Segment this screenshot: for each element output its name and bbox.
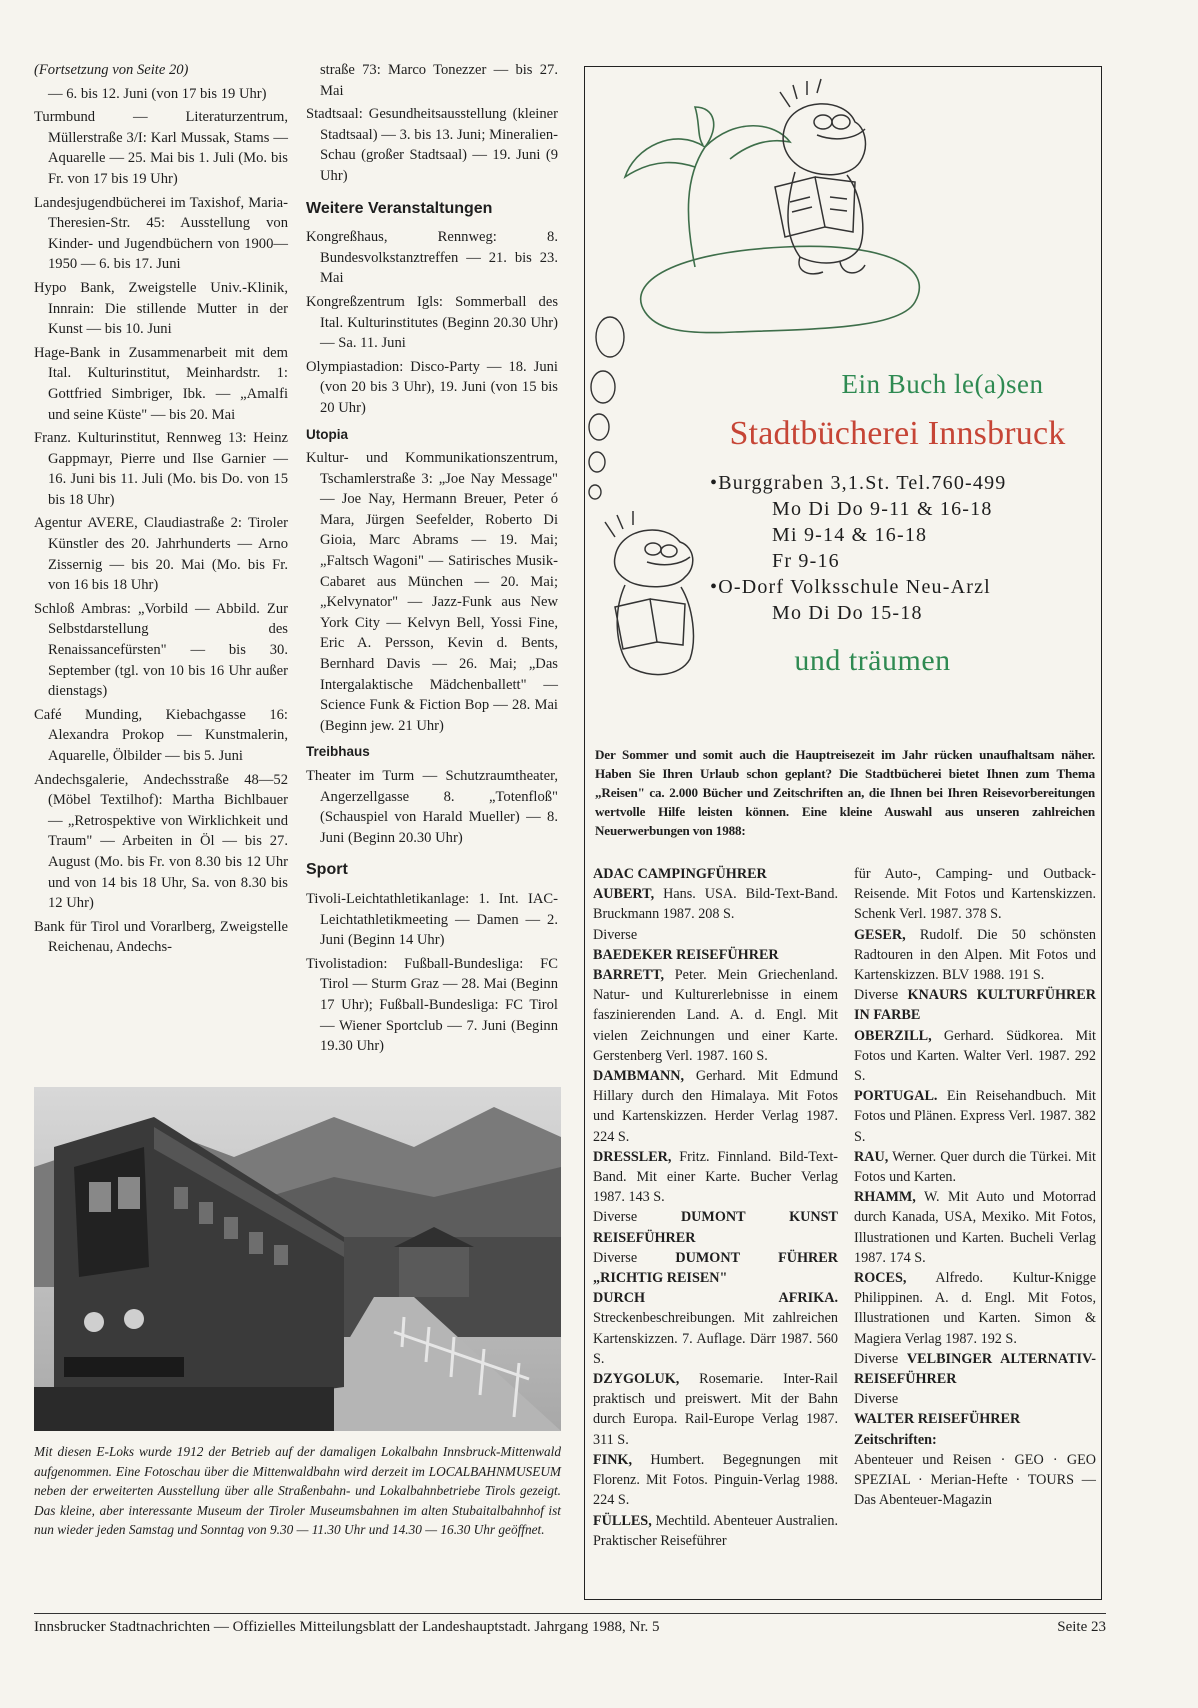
address-line: •Burggraben 3,1.St. Tel.760-499 [710, 472, 1007, 494]
event-entry: Hypo Bank, Zweigstelle Univ.-Klinik, Innrain: Die stillende Mutter in der Kunst — bis 10. Juni [34, 279, 288, 338]
section-heading-weitere: Weitere Veranstaltungen [306, 199, 493, 217]
ad-intro-text: Der Sommer und somit auch die Hauptreisezeit im Jahr rücken unaufhaltsam näher. Haben Sie Ihren Urlaub schon geplant? Die Stadtbücherei bietet Ihnen zum Thema „Reisen" ca. 2.000 Bücher und Zeitschriften an, die Ihnen bei Ihren Reisevorbereitungen wertvolle Hilfe leisten können. Eine kleine Auswahl aus unseren zahlreichen Neuerwerbungen von 1988: [595, 747, 1095, 838]
hours-line: Fr 9-16 [772, 550, 840, 572]
event-entry: straße 73: Marco Tonezzer — bis 27. Mai [320, 62, 558, 99]
book-list-right [854, 864, 1096, 1511]
book-entry: für Auto-, Camping- und Outback-Reisende. Mit Fotos und Kartenskizzen. Schenk Verl. 1987. 378 S. [854, 866, 1096, 923]
event-entry: — 6. bis 12. Juni (von 17 bis 19 Uhr) [48, 85, 267, 102]
subheading-treibhaus: Treibhaus [306, 744, 370, 760]
address-line: •O-Dorf Volksschule Neu-Arzl [710, 576, 991, 598]
event-entry: Theater im Turm — Schutzraumtheater, Angerzellgasse 8. „Totenfloß" (Schauspiel von Harald Mueller) — 8. Juni (Beginn 20.30 Uhr) [306, 768, 558, 846]
continued-note: (Fortsetzung von Seite 20) [34, 62, 189, 78]
event-entry: Stadtsaal: Gesundheitsausstellung (kleiner Stadtsaal) — 3. bis 13. Juni; Mineralien-Schau (großer Stadtsaal) — 19. Juni (9 Uhr) [306, 106, 558, 184]
events-column-1 [34, 60, 288, 961]
footer-divider [34, 1613, 1106, 1614]
event-entry: Kultur- und Kommunikationszentrum, Tschamlerstraße 3: „Joe Nay Message" — Joe Nay, Hermann Breuer, Peter ó Mara, Jürgen Seefelder, Roberto Di Gioia, Marc Abrams — 19. Mai; „Faltsch Wagoni" — Satirisches Musik-Cabaret aus München — 20. Mai; „Kelvynator" — Jazz-Funk aus New York City — Kelvyn Bell, Yossi Fine, Eric A. Persson, Kevin d. Bents, Bernhard Davis — 26. Mai; „Das Intergalaktische Mädchenballett" — Science Funk & Fiction Bop — 28. Mai (Beginn jew. 21 Uhr) [306, 450, 558, 734]
event-entry: Olympiastadion: Disco-Party — 18. Juni (von 20 bis 3 Uhr), 19. Juni (von 15 bis 20 Uhr) [306, 358, 558, 416]
book-entry: Diverse DUMONT KUNST REISEFÜHRER [593, 1209, 838, 1246]
event-entry: Kongreßhaus, Rennweg: 8. Bundesvolkstanztreffen — 21. bis 23. Mai [306, 229, 558, 287]
section-heading-sport: Sport [306, 861, 348, 879]
event-entry: Hage-Bank in Zusammenarbeit mit dem Ital. Kulturinstitut, Meinhardstr. 1: Gottfried Simbriger, Ibk. — „Amalfi und seine Küste" — bis 20. Mai [34, 344, 288, 423]
event-entry: Agentur AVERE, Claudiastraße 2: Tiroler Künstler des 20. Jahrhunderts — Arno Zissernig — bis 20. Mai (Mo. bis Fr. von 16 bis 18 Uhr) [34, 515, 288, 594]
page-number: Seite 23 [1057, 1619, 1106, 1635]
book-entry: FINK, Humbert. Begegnungen mit Florenz. Mit Fotos. Pinguin-Verlag 1988. 224 S. [593, 1451, 838, 1509]
book-entry: RAU, Werner. Quer durch die Türkei. Mit Fotos und Karten. [854, 1148, 1096, 1186]
book-entry: PORTUGAL. Ein Reisehandbuch. Mit Fotos und Plänen. Express Verl. 1987. 382 S. [854, 1088, 1096, 1145]
event-entry: Turmbund — Literaturzentrum, Müllerstraße 3/I: Karl Mussak, Stams — Aquarelle — 25. Mai bis 1. Juli (Mo. bis Fr. von 17 bis 19 Uhr) [34, 109, 288, 187]
hours-line: Mo Di Do 9-11 & 16-18 [772, 498, 993, 520]
hours-line: Mi 9-14 & 16-18 [772, 524, 928, 546]
book-entry: Diverse [593, 926, 638, 943]
book-entry: Diverse KNAURS KULTURFÜHRER IN FARBE [854, 987, 1096, 1024]
event-entry: Café Munding, Kiebachgasse 16: Alexandra Prokop — Kunstmalerin, Aquarelle, Ölbilder — bis 5. Juni [34, 706, 288, 764]
book-entry: DURCH AFRIKA. Streckenbeschreibungen. Mit zahlreichen Kartenskizzen. 7. Auflage. Därr 1987. 560 S. [593, 1290, 838, 1367]
subheading-utopia: Utopia [306, 426, 348, 442]
book-entry: DRESSLER, Fritz. Finnland. Bild-Text-Band. Mit einer Karte. Bucher Verlag 1987. 143 S. [593, 1148, 838, 1206]
train-photo-illustration [34, 1087, 561, 1431]
event-entry: Tivoli-Leichtathletikanlage: 1. Int. IAC-Leichtathletikmeeting — Damen — 2. Juni (Beginn 14 Uhr) [306, 890, 558, 949]
events-column-2 [306, 60, 558, 1060]
book-entry: FÜLLES, Mechtild. Abenteuer Australien. Praktischer Reiseführer [593, 1512, 838, 1549]
event-entry: Bank für Tirol und Vorarlberg, Zweigstelle Reichenau, Andechs- [34, 918, 288, 956]
book-entry: Diverse DUMONT FÜHRER „RICHTIG REISEN" [593, 1249, 838, 1287]
event-entry: Andechsgalerie, Andechsstraße 48—52 (Möbel Textilhof): Martha Bichlbauer — „Retrospektive von Wirklichkeit und Traum" — Arbeiten in Öl — bis 27. August (Mo. bis Fr. von 8.30 bis 12 Uhr und von 14 bis 18 Uhr, Sa. von 8.30 bis 12 Uhr) [34, 771, 288, 912]
book-entry: OBERZILL, Gerhard. Südkorea. Mit Fotos und Karten. Walter Verl. 1987. 292 S. [854, 1027, 1096, 1085]
ad-slogan-bottom: und träumen [794, 644, 951, 677]
event-entry: Franz. Kulturinstitut, Rennweg 13: Heinz Gappmayr, Pierre und Ilse Garnier — 16. Juni bis 11. Juli (Mo. bis Do. von 15 bis 18 Uhr) [34, 430, 288, 508]
book-list-left [593, 864, 838, 1551]
publication-line: Innsbrucker Stadtnachrichten — Offizielles Mitteilungsblatt der Landeshauptstadt. Jahrgang 1988, Nr. 5 [34, 1619, 660, 1635]
event-entry: Tivolistadion: Fußball-Bundesliga: FC Tirol — Sturm Graz — 28. Mai (Beginn 17 Uhr); Fußball-Bundesliga: FC Tirol — Wiener Sportclub — 7. Juni (Beginn 19.30 Uhr) [306, 955, 558, 1055]
book-entry: AUBERT, Hans. USA. Bild-Text-Band. Bruckmann 1987. 208 S. [593, 886, 838, 923]
book-entry: DZYGOLUK, Rosemarie. Inter-Rail praktisch und preiswert. Mit der Bahn durch Europa. Rail-Europe Verlag 1987. 311 S. [593, 1371, 838, 1448]
book-entry: Diverse VELBINGER ALTERNATIV-REISEFÜHRER [854, 1350, 1096, 1388]
photo-caption: Mit diesen E-Loks wurde 1912 der Betrieb auf der damaligen Lokalbahn Innsbruck-Mittenwald aufgenommen. Eine Fotoschau über die Mittenwaldbahn wird derzeit im LOCALBAHNMUSEUM neben der erweiterten Ausstellung über alle Straßenbahn- und Lokalbahnbetriebe Tirols gezeigt. Das kleine, aber interessante Museum der Tiroler Museumsbahnen im alten Stubaitalbahnhof ist nun wieder jeden Samstag und Sonntag von 9.30 — 11.30 Uhr und 14.30 — 16.30 Uhr geöffnet. [34, 1444, 561, 1537]
book-entry: ADAC CAMPINGFÜHRER [593, 866, 767, 882]
book-entry: BAEDEKER REISEFÜHRER [593, 946, 779, 963]
train-photo [34, 1087, 561, 1431]
book-entry: BARRETT, Peter. Mein Griechenland. Natur- und Kulturerlebnisse in einem faszinierenden Land. A. d. Engl. Mit vielen Zeichnungen und einer Karte. Gerstenberg Verl. 1987. 160 S. [593, 967, 838, 1064]
magazines-heading: Zeitschriften: [854, 1431, 937, 1448]
event-entry: Landesjugendbücherei im Taxishof, Maria-Theresien-Str. 45: Ausstellung von Kinder- und Jugendbüchern von 1900—1950 — 6. bis 17. Juni [34, 194, 288, 273]
book-entry: DAMBMANN, Gerhard. Mit Edmund Hillary durch den Himalaya. Mit Fotos und Kartenskizzen. Herder Verlag 1987. 224 S. [593, 1068, 838, 1145]
event-entry: Schloß Ambras: „Vorbild — Abbild. Zur Selbstdarstellung des Renaissancefürsten" — bis 30. September (tgl. von 10 bis 16 Uhr außer dienstags) [34, 600, 288, 700]
event-entry: Kongreßzentrum Igls: Sommerball des Ital. Kulturinstitutes (Beginn 20.30 Uhr) — Sa. 11. Juni [306, 293, 558, 352]
magazines-list: Abenteuer und Reisen · GEO · GEO SPEZIAL · Merian-Hefte · TOURS — Das Abenteuer-Magazin [854, 1451, 1096, 1509]
library-name: Stadtbücherei Innsbruck [729, 415, 1066, 452]
opening-hours [710, 470, 1007, 626]
book-entry: WALTER REISEFÜHRER [854, 1411, 1021, 1428]
hours-line: Mo Di Do 15-18 [772, 602, 923, 624]
book-entry: GESER, Rudolf. Die 50 schönsten Radtouren in den Alpen. Mit Fotos und Kartenskizzen. BLV 1988. 191 S. [854, 926, 1096, 984]
library-ad-box [584, 66, 1102, 1600]
book-entry: RHAMM, W. Mit Auto und Motorrad durch Kanada, USA, Mexiko. Mit Fotos, Illustrationen und Karten. Bucheli Verlag 1987. 174 S. [854, 1189, 1096, 1266]
ad-slogan-top: Ein Buch le(a)sen [841, 369, 1044, 399]
book-entry: ROCES, Alfredo. Kultur-Knigge Philippinen. A. d. Engl. Mit Fotos, Illustrationen und Karten. Simon & Magiera Verlag 1987. 192 S. [854, 1270, 1096, 1347]
book-entry: Diverse [854, 1391, 899, 1408]
